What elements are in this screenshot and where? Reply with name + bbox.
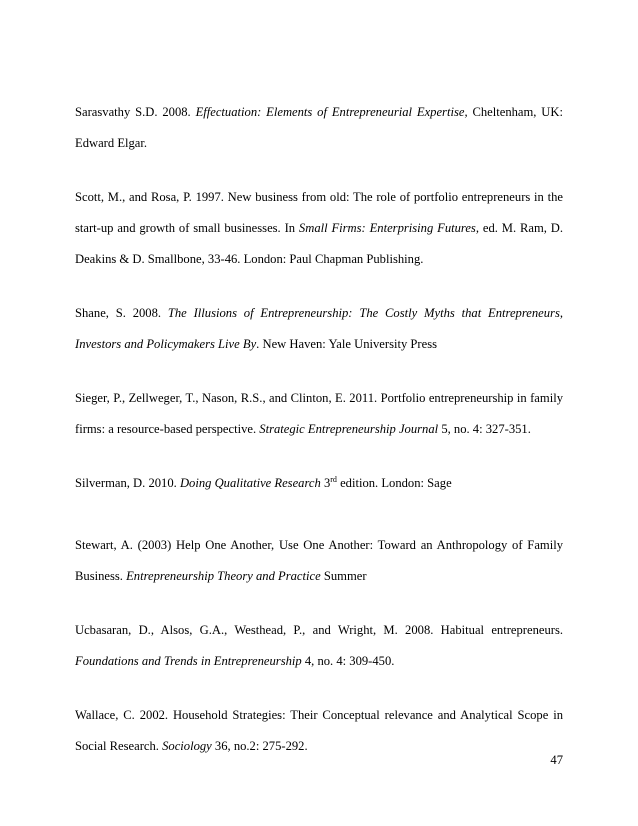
- reference-text: Stewart, A. (2003) Help One Another, Use One Another: Toward an Anthropology of Family Business.: [75, 538, 563, 583]
- reference-text: Wallace, C. 2002. Household Strategies: Their Conceptual relevance and Analytical Scope in Social Research.: [75, 708, 563, 753]
- reference-journal: Strategic Entrepreneurship Journal: [259, 422, 439, 436]
- reference-sarasvathy: [75, 97, 563, 159]
- reference-wallace: [75, 700, 563, 762]
- reference-authors: Silverman, D. 2010.: [75, 476, 177, 490]
- reference-ucbasaran: [75, 615, 563, 677]
- reference-details: ed. M. Ram, D. Deakins & D. Smallbone, 33-46. London: Paul Chapman Publishing.: [75, 221, 563, 266]
- reference-stewart: [75, 530, 563, 592]
- page-number: 47: [550, 753, 563, 767]
- reference-text: Scott, M., and Rosa, P. 1997. New business from old: The role of portfolio entrepreneurs in the start-up and growth of small businesses. In: [75, 190, 563, 235]
- reference-silverman: [75, 468, 563, 499]
- reference-details: 36, no.2: 275-292.: [214, 739, 308, 753]
- reference-title: The Illusions of Entrepreneurship: The Costly Myths that Entrepreneurs, Investors and Policymakers Live By: [75, 306, 563, 351]
- reference-journal: Entrepreneurship Theory and Practice: [126, 569, 321, 583]
- edition-suffix: rd: [330, 474, 337, 484]
- reference-text: Ucbasaran, D., Alsos, G.A., Westhead, P., and Wright, M. 2008. Habitual entrepreneurs.: [75, 623, 563, 637]
- reference-book-title: Small Firms: Enterprising Futures,: [298, 221, 479, 235]
- edition-number: 3: [323, 476, 331, 490]
- reference-details: 5, no. 4: 327-351.: [441, 422, 531, 436]
- reference-journal: Foundations and Trends in Entrepreneurship: [75, 654, 302, 668]
- reference-text: Sieger, P., Zellweger, T., Nason, R.S., and Clinton, E. 2011. Portfolio entrepreneurship in family firms: a resource-based perspective.: [75, 391, 563, 436]
- reference-scott-rosa: [75, 182, 563, 275]
- reference-title: Doing Qualitative Research: [179, 476, 321, 490]
- reference-publisher: Cheltenham, UK: Edward Elgar.: [75, 105, 563, 150]
- reference-title: Effectuation: Elements of Entrepreneurial Expertise,: [195, 105, 468, 119]
- reference-details: edition. London: Sage: [340, 476, 452, 490]
- reference-journal: Sociology: [162, 739, 212, 753]
- reference-authors: Sarasvathy S.D. 2008.: [75, 105, 191, 119]
- reference-sieger: [75, 383, 563, 445]
- reference-publisher: . New Haven: Yale University Press: [256, 337, 438, 351]
- reference-details: Summer: [323, 569, 367, 583]
- reference-authors: Shane, S. 2008.: [75, 306, 162, 320]
- reference-details: 4, no. 4: 309-450.: [304, 654, 395, 668]
- reference-shane: [75, 298, 563, 360]
